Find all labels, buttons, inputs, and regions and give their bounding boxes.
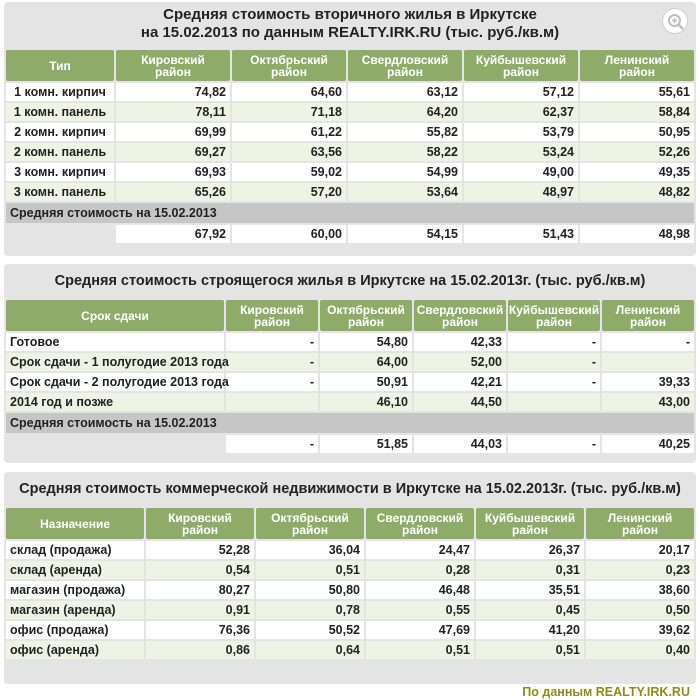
table-row — [6, 163, 694, 181]
table-cell: 0,45 — [476, 601, 584, 619]
row-label: 1 комн. панель — [6, 103, 114, 121]
table-header-row — [6, 300, 694, 331]
table-cell: 52,28 — [146, 541, 254, 559]
column-header-line: район — [254, 314, 290, 329]
table-cell: - — [226, 333, 318, 351]
table-cell: 50,95 — [580, 123, 694, 141]
table-row — [6, 123, 694, 141]
row-label: склад (продажа) — [6, 541, 144, 559]
table-cell: 50,52 — [256, 621, 364, 639]
column-header — [586, 508, 694, 539]
table-cell: 80,27 — [146, 581, 254, 599]
table-cell: 39,62 — [586, 621, 694, 639]
row-label: 1 комн. кирпич — [6, 83, 114, 101]
table-row — [6, 333, 694, 351]
column-header — [146, 508, 254, 539]
column-header-line: Кировский — [240, 302, 304, 317]
row-label: магазин (продажа) — [6, 581, 144, 599]
average-cell: - — [508, 435, 600, 453]
table-cell: 0,51 — [476, 641, 584, 659]
column-header — [508, 300, 600, 331]
table-cell: 0,51 — [366, 641, 474, 659]
column-header-line: район — [402, 522, 438, 537]
column-header-line: Кировский — [141, 52, 205, 67]
table-cell: 59,02 — [232, 163, 346, 181]
table-cell: 46,48 — [366, 581, 474, 599]
table-cell: 48,82 — [580, 183, 694, 201]
table-cell: 74,82 — [116, 83, 230, 101]
column-header-line: Тип — [49, 58, 71, 73]
table-cell: 38,60 — [586, 581, 694, 599]
column-header-line: Куйбышевский — [475, 52, 567, 67]
table-cell: 53,24 — [464, 143, 578, 161]
average-cell: 44,03 — [414, 435, 506, 453]
new-construction-table — [4, 298, 696, 455]
column-header-line: Ленинский — [607, 510, 673, 525]
table-cell — [226, 393, 318, 411]
column-header-line: район — [622, 522, 658, 537]
table-cell: 64,20 — [348, 103, 462, 121]
row-label: 3 комн. панель — [6, 183, 114, 201]
row-label: магазин (аренда) — [6, 601, 144, 619]
column-header-line: район — [387, 64, 423, 79]
table-cell: 36,04 — [256, 541, 364, 559]
row-label: склад (аренда) — [6, 561, 144, 579]
column-header-line: Октябрьский — [327, 302, 405, 317]
table-cell: 26,37 — [476, 541, 584, 559]
source-footer: По данным REALTY.IRK.RU — [522, 685, 690, 699]
table-cell: 48,97 — [464, 183, 578, 201]
average-label-row — [6, 203, 694, 223]
table-cell: 0,86 — [146, 641, 254, 659]
average-cell: 40,25 — [602, 435, 694, 453]
table-cell: 0,64 — [256, 641, 364, 659]
table-row — [6, 621, 694, 639]
column-header — [476, 508, 584, 539]
column-header-line: Свердловский — [416, 302, 504, 317]
table-cell: 69,93 — [116, 163, 230, 181]
average-label: Средняя стоимость на 15.02.2013 — [6, 413, 694, 433]
table-row — [6, 143, 694, 161]
average-cell: 54,15 — [348, 225, 462, 243]
new-construction-panel — [4, 264, 696, 463]
table-cell: 62,37 — [464, 103, 578, 121]
table-cell: 35,51 — [476, 581, 584, 599]
table-cell: 39,33 — [602, 373, 694, 391]
table-row — [6, 353, 694, 371]
table-row — [6, 183, 694, 201]
title-line-2: на 15.02.2013 по данным REALTY.IRK.RU (тыс. руб./кв.м) — [140, 24, 560, 41]
table-cell: 50,80 — [256, 581, 364, 599]
commercial-panel — [4, 472, 696, 684]
table-cell: 54,99 — [348, 163, 462, 181]
table-cell: 55,61 — [580, 83, 694, 101]
column-header-line: район — [155, 64, 191, 79]
average-label-row — [6, 413, 694, 433]
column-header-line: район — [619, 64, 655, 79]
empty-cell — [6, 435, 224, 453]
column-header-line: район — [292, 522, 328, 537]
row-label: 2 комн. кирпич — [6, 123, 114, 141]
average-cell: 51,43 — [464, 225, 578, 243]
table-cell: 65,26 — [116, 183, 230, 201]
column-header-line: Назначение — [39, 516, 110, 531]
table-cell: 0,50 — [586, 601, 694, 619]
row-label: 2014 год и позже — [6, 393, 224, 411]
column-header-line: район — [182, 522, 218, 537]
average-values-row — [6, 225, 694, 243]
table-cell: 46,10 — [320, 393, 412, 411]
column-header — [348, 50, 462, 81]
table-row — [6, 103, 694, 121]
table-cell: - — [508, 373, 600, 391]
row-label: офис (аренда) — [6, 641, 144, 659]
column-header — [414, 300, 506, 331]
table-cell: 53,79 — [464, 123, 578, 141]
table-cell: 69,99 — [116, 123, 230, 141]
table-cell: 0,40 — [586, 641, 694, 659]
table-cell: 0,54 — [146, 561, 254, 579]
table-cell: 0,91 — [146, 601, 254, 619]
row-label: Срок сдачи - 1 полугодие 2013 года — [6, 353, 224, 371]
column-header — [602, 300, 694, 331]
secondary-housing-title — [4, 2, 696, 48]
column-header — [226, 300, 318, 331]
column-header-line: Срок сдачи — [81, 308, 149, 323]
table-row — [6, 373, 694, 391]
table-cell: 0,55 — [366, 601, 474, 619]
table-cell: 58,22 — [348, 143, 462, 161]
column-header-line: район — [630, 314, 666, 329]
new-construction-title: Средняя стоимость строящегося жилья в Иркутске на 15.02.2013г. (тыс. руб./кв.м) — [54, 273, 646, 289]
table-cell: 64,00 — [320, 353, 412, 371]
column-header — [366, 508, 474, 539]
table-cell: 0,23 — [586, 561, 694, 579]
column-header-line: район — [503, 64, 539, 79]
table-cell: 42,21 — [414, 373, 506, 391]
secondary-housing-table — [4, 48, 696, 245]
table-cell: - — [508, 353, 600, 371]
column-header — [6, 50, 114, 81]
table-cell: 42,33 — [414, 333, 506, 351]
table-cell: 0,51 — [256, 561, 364, 579]
table-cell: - — [602, 333, 694, 351]
table-row — [6, 393, 694, 411]
table-cell: 43,00 — [602, 393, 694, 411]
column-header — [116, 50, 230, 81]
column-header — [256, 508, 364, 539]
average-cell: 60,00 — [232, 225, 346, 243]
table-cell: 52,26 — [580, 143, 694, 161]
table-header-row — [6, 508, 694, 539]
table-cell: - — [226, 373, 318, 391]
column-header — [6, 508, 144, 539]
row-label: 3 комн. кирпич — [6, 163, 114, 181]
column-header — [464, 50, 578, 81]
table-header-row — [6, 50, 694, 81]
table-cell: 69,27 — [116, 143, 230, 161]
row-label: Готовое — [6, 333, 224, 351]
table-row — [6, 641, 694, 659]
table-cell: - — [226, 353, 318, 371]
average-cell: 51,85 — [320, 435, 412, 453]
table-row — [6, 601, 694, 619]
column-header-line: район — [442, 314, 478, 329]
table-cell: 76,36 — [146, 621, 254, 639]
table-cell: 44,50 — [414, 393, 506, 411]
table-cell: 57,20 — [232, 183, 346, 201]
table-cell: 24,47 — [366, 541, 474, 559]
column-header-line: район — [536, 314, 572, 329]
table-cell — [602, 353, 694, 371]
table-row — [6, 581, 694, 599]
table-cell: 53,64 — [348, 183, 462, 201]
column-header-line: Свердловский — [361, 52, 449, 67]
table-cell: 61,22 — [232, 123, 346, 141]
table-cell: 57,12 — [464, 83, 578, 101]
table-cell: 0,78 — [256, 601, 364, 619]
column-header-line: район — [271, 64, 307, 79]
row-label: офис (продажа) — [6, 621, 144, 639]
table-cell: 55,82 — [348, 123, 462, 141]
column-header-line: Ленинский — [604, 52, 670, 67]
table-cell: - — [508, 333, 600, 351]
row-label: Срок сдачи - 2 полугодие 2013 года — [6, 373, 224, 391]
column-header-line: Октябрьский — [271, 510, 349, 525]
table-cell: 63,12 — [348, 83, 462, 101]
table-cell — [508, 393, 600, 411]
table-row — [6, 561, 694, 579]
column-header-line: район — [512, 522, 548, 537]
table-cell: 78,11 — [116, 103, 230, 121]
column-header — [320, 300, 412, 331]
average-cell: 67,92 — [116, 225, 230, 243]
column-header-line: Октябрьский — [250, 52, 328, 67]
column-header-line: Свердловский — [376, 510, 464, 525]
column-header — [232, 50, 346, 81]
table-cell: 20,17 — [586, 541, 694, 559]
average-values-row — [6, 435, 694, 453]
column-header-line: Кировский — [168, 510, 232, 525]
table-cell: 54,80 — [320, 333, 412, 351]
table-row — [6, 83, 694, 101]
secondary-housing-panel — [4, 2, 696, 256]
table-cell: 71,18 — [232, 103, 346, 121]
zoom-in-icon[interactable] — [662, 8, 688, 34]
table-cell: 49,35 — [580, 163, 694, 181]
commercial-table — [4, 506, 696, 661]
commercial-title: Средняя стоимость коммерческой недвижимости в Иркутске на 15.02.2013г. (тыс. руб./кв.м) — [19, 481, 681, 497]
column-header-line: Ленинский — [615, 302, 681, 317]
table-cell: 64,60 — [232, 83, 346, 101]
table-cell: 0,28 — [366, 561, 474, 579]
column-header-line: район — [348, 314, 384, 329]
column-header-line: Куйбышевский — [508, 302, 600, 317]
table-cell: 63,56 — [232, 143, 346, 161]
row-label: 2 комн. панель — [6, 143, 114, 161]
column-header — [580, 50, 694, 81]
table-cell: 58,84 — [580, 103, 694, 121]
average-cell: - — [226, 435, 318, 453]
title-line-1: Средняя стоимость вторичного жилья в Иркутске — [163, 6, 537, 23]
column-header — [6, 300, 224, 331]
average-cell: 48,98 — [580, 225, 694, 243]
empty-cell — [6, 225, 114, 243]
table-cell: 41,20 — [476, 621, 584, 639]
table-cell: 50,91 — [320, 373, 412, 391]
column-header-line: Куйбышевский — [484, 510, 576, 525]
table-cell: 52,00 — [414, 353, 506, 371]
table-cell: 49,00 — [464, 163, 578, 181]
average-label: Средняя стоимость на 15.02.2013 — [6, 203, 694, 223]
table-cell: 47,69 — [366, 621, 474, 639]
table-row — [6, 541, 694, 559]
table-cell: 0,31 — [476, 561, 584, 579]
